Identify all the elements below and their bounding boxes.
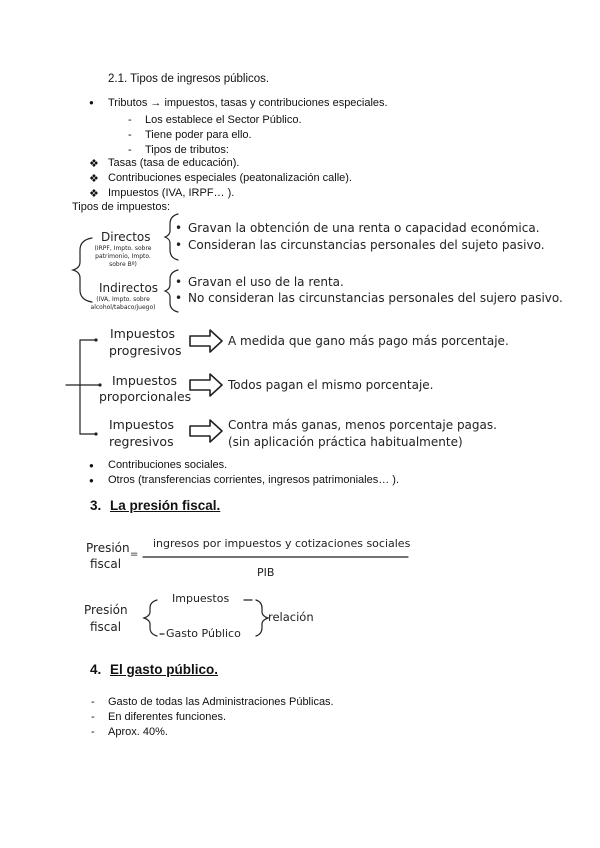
diamond-icon: ❖ (89, 173, 99, 185)
section3-number: 3. (90, 498, 102, 513)
directos-note: (IRPF, Impto. sobre patrimonio, Impto. sobre Bº) (94, 245, 152, 268)
arrow-icon (190, 330, 222, 442)
dash-icon: - (91, 711, 95, 723)
relation-lhs-1: Presión (84, 603, 128, 617)
section4-number: 4. (90, 662, 102, 677)
diamond-icon: ❖ (89, 158, 99, 170)
formula-numerator: ingresos por impuestos y cotizaciones sociales (153, 537, 411, 550)
type-regresivos-note: (sin aplicación práctica habitualmente) (228, 435, 463, 449)
dash-icon: - (91, 726, 95, 738)
dot-icon: • (175, 221, 183, 235)
directos-title: Directos (101, 230, 151, 244)
bullet-icon: ● (89, 98, 94, 107)
type-proporcionales-l2: proporcionales (99, 389, 192, 404)
section3-title: La presión fiscal. (110, 498, 221, 513)
type-progresivos-l1: Impuestos (110, 326, 175, 341)
type-proporcionales-desc: Todos pagan el mismo porcentaje. (228, 378, 434, 392)
dot-icon: • (175, 291, 183, 305)
type-regresivos-l2: regresivos (109, 434, 174, 449)
dot-icon: • (175, 275, 183, 289)
formula-lhs-2: fiscal (90, 557, 122, 571)
relation-lhs-2: fiscal (90, 620, 122, 634)
tributos-label: Tributos → impuestos, tasas y contribuciones especiales. (108, 97, 388, 109)
relation-right: relación (268, 610, 314, 624)
diamond-item-contribuciones: Contribuciones especiales (peatonalización calle). (108, 172, 352, 184)
section-title: 2.1. Tipos de ingresos públicos. (108, 73, 270, 85)
diamond-item-impuestos: Impuestos (IVA, IRPF… ). (108, 187, 235, 199)
type-proporcionales-l1: Impuestos (112, 373, 177, 388)
gasto-item-3: Aprox. 40%. (108, 726, 168, 738)
dash-icon: - (128, 144, 132, 156)
gasto-item-1: Gasto de todas las Administraciones Públicas. (108, 696, 334, 708)
tipos-label: Tipos de impuestos: (72, 201, 171, 213)
brace-relation-right (256, 600, 268, 636)
dash-icon: - (91, 696, 95, 708)
indirectos-title: Indirectos (99, 281, 159, 295)
dash-icon: - (128, 129, 132, 141)
type-progresivos-desc: A medida que gano más pago más porcentaje. (228, 334, 509, 348)
section4-title: El gasto público. (110, 662, 219, 677)
type-progresivos-l2: progresivos (109, 343, 182, 358)
indirectos-point-2: No consideran las circunstancias personales del sujero pasivo. (188, 291, 563, 305)
bullet-icon: ● (89, 461, 94, 470)
indirectos-note: (IVA, Impto. sobre alcohol/tabaco/juego) (90, 296, 156, 311)
tributos-sub-1: Los establece el Sector Público. (145, 114, 302, 126)
other-item-1: Contribuciones sociales. (108, 459, 228, 471)
dash-icon: - (128, 114, 132, 126)
relation-bottom: Gasto Público (166, 627, 241, 640)
directos-point-1: Gravan la obtención de una renta o capacidad económica. (188, 221, 540, 235)
dot-icon: • (175, 238, 183, 252)
directos-point-2: Consideran las circunstancias personales del sujeto pasivo. (188, 238, 545, 252)
gasto-item-2: En diferentes funciones. (108, 711, 227, 723)
indirectos-point-1: Gravan el uso de la renta. (188, 275, 344, 289)
other-item-2: Otros (transferencias corrientes, ingresos patrimoniales… ). (108, 474, 399, 486)
tributos-sub-3: Tipos de tributos: (145, 144, 229, 156)
formula-equals: = (130, 549, 139, 560)
brace-relation-left (144, 600, 157, 636)
type-regresivos-desc: Contra más ganas, menos porcentaje pagas. (228, 418, 497, 432)
bullet-icon: ● (89, 476, 94, 485)
formula-denominator: PIB (257, 566, 275, 579)
diamond-icon: ❖ (89, 188, 99, 200)
formula-lhs-1: Presión (86, 541, 130, 555)
type-regresivos-l1: Impuestos (109, 417, 174, 432)
tributos-sub-2: Tiene poder para ello. (145, 129, 252, 141)
relation-top: Impuestos (172, 592, 230, 605)
diamond-item-tasas: Tasas (tasa de educación). (108, 157, 240, 169)
